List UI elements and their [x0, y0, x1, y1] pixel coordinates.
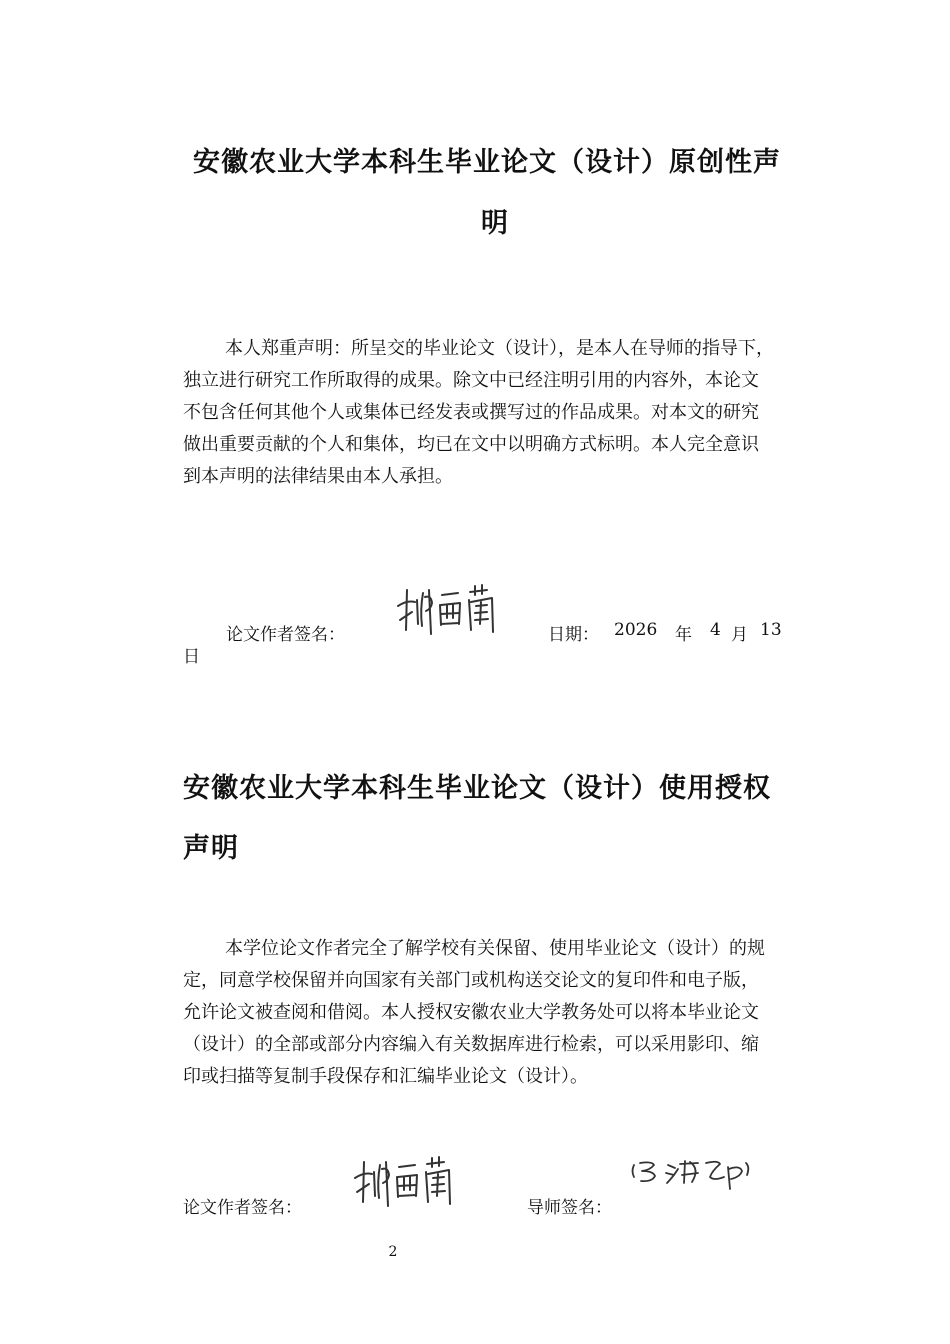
- date-day-char: 日: [183, 647, 200, 667]
- date-year-char: 年: [675, 625, 692, 645]
- date-year: 2026: [614, 620, 658, 640]
- authorization-line-1: 本学位论文作者完全了解学校有关保留、使用毕业论文（设计）的规: [225, 938, 765, 959]
- authorization-title-line2: 声明: [183, 833, 239, 864]
- authorization-line-5: 印或扫描等复制手段保存和汇编毕业论文（设计）。: [183, 1066, 588, 1087]
- declaration-line-3: 不包含任何其他个人或集体已经发表或撰写过的作品成果。对本文的研究: [183, 402, 759, 423]
- advisor-sign-label: 导师签名：: [527, 1198, 612, 1218]
- declaration-title-line2: 明: [481, 208, 509, 239]
- date-month-char: 月: [731, 625, 748, 645]
- date-month: 4: [710, 620, 721, 640]
- authorization-title-line1: 安徽农业大学本科生毕业论文（设计）使用授权: [183, 773, 771, 804]
- authorization-author-sign-label: 论文作者签名：: [183, 1198, 302, 1218]
- declaration-author-sign-label: 论文作者签名：: [226, 625, 345, 645]
- authorization-line-4: （设计）的全部或部分内容编入有关数据库进行检索，可以采用影印、缩: [183, 1034, 759, 1055]
- date-label: 日期：: [548, 625, 599, 645]
- authorization-line-2: 定，同意学校保留并向国家有关部门或机构送交论文的复印件和电子版，: [183, 970, 759, 991]
- date-day: 13: [760, 620, 782, 640]
- authorization-body: [183, 933, 813, 1093]
- advisor-signature: [628, 1155, 768, 1191]
- declaration-title-line1: 安徽农业大学本科生毕业论文（设计）原创性声: [193, 147, 781, 178]
- authorization-author-signature: [352, 1150, 467, 1208]
- declaration-line-5: 到本声明的法律结果由本人承担。: [183, 466, 453, 487]
- authorization-line-3: 允许论文被查阅和借阅。本人授权安徽农业大学教务处可以将本毕业论文: [183, 1002, 759, 1023]
- declaration-line-2: 独立进行研究工作所取得的成果。除文中已经注明引用的内容外，本论文: [183, 370, 759, 391]
- declaration-body: [183, 333, 813, 493]
- declaration-author-signature: [395, 578, 510, 636]
- declaration-line-4: 做出重要贡献的个人和集体，均已在文中以明确方式标明。本人完全意识: [183, 434, 759, 455]
- page-number: 2: [388, 1244, 398, 1260]
- declaration-line-1: 本人郑重声明：所呈交的毕业论文（设计），是本人在导师的指导下，: [225, 338, 774, 359]
